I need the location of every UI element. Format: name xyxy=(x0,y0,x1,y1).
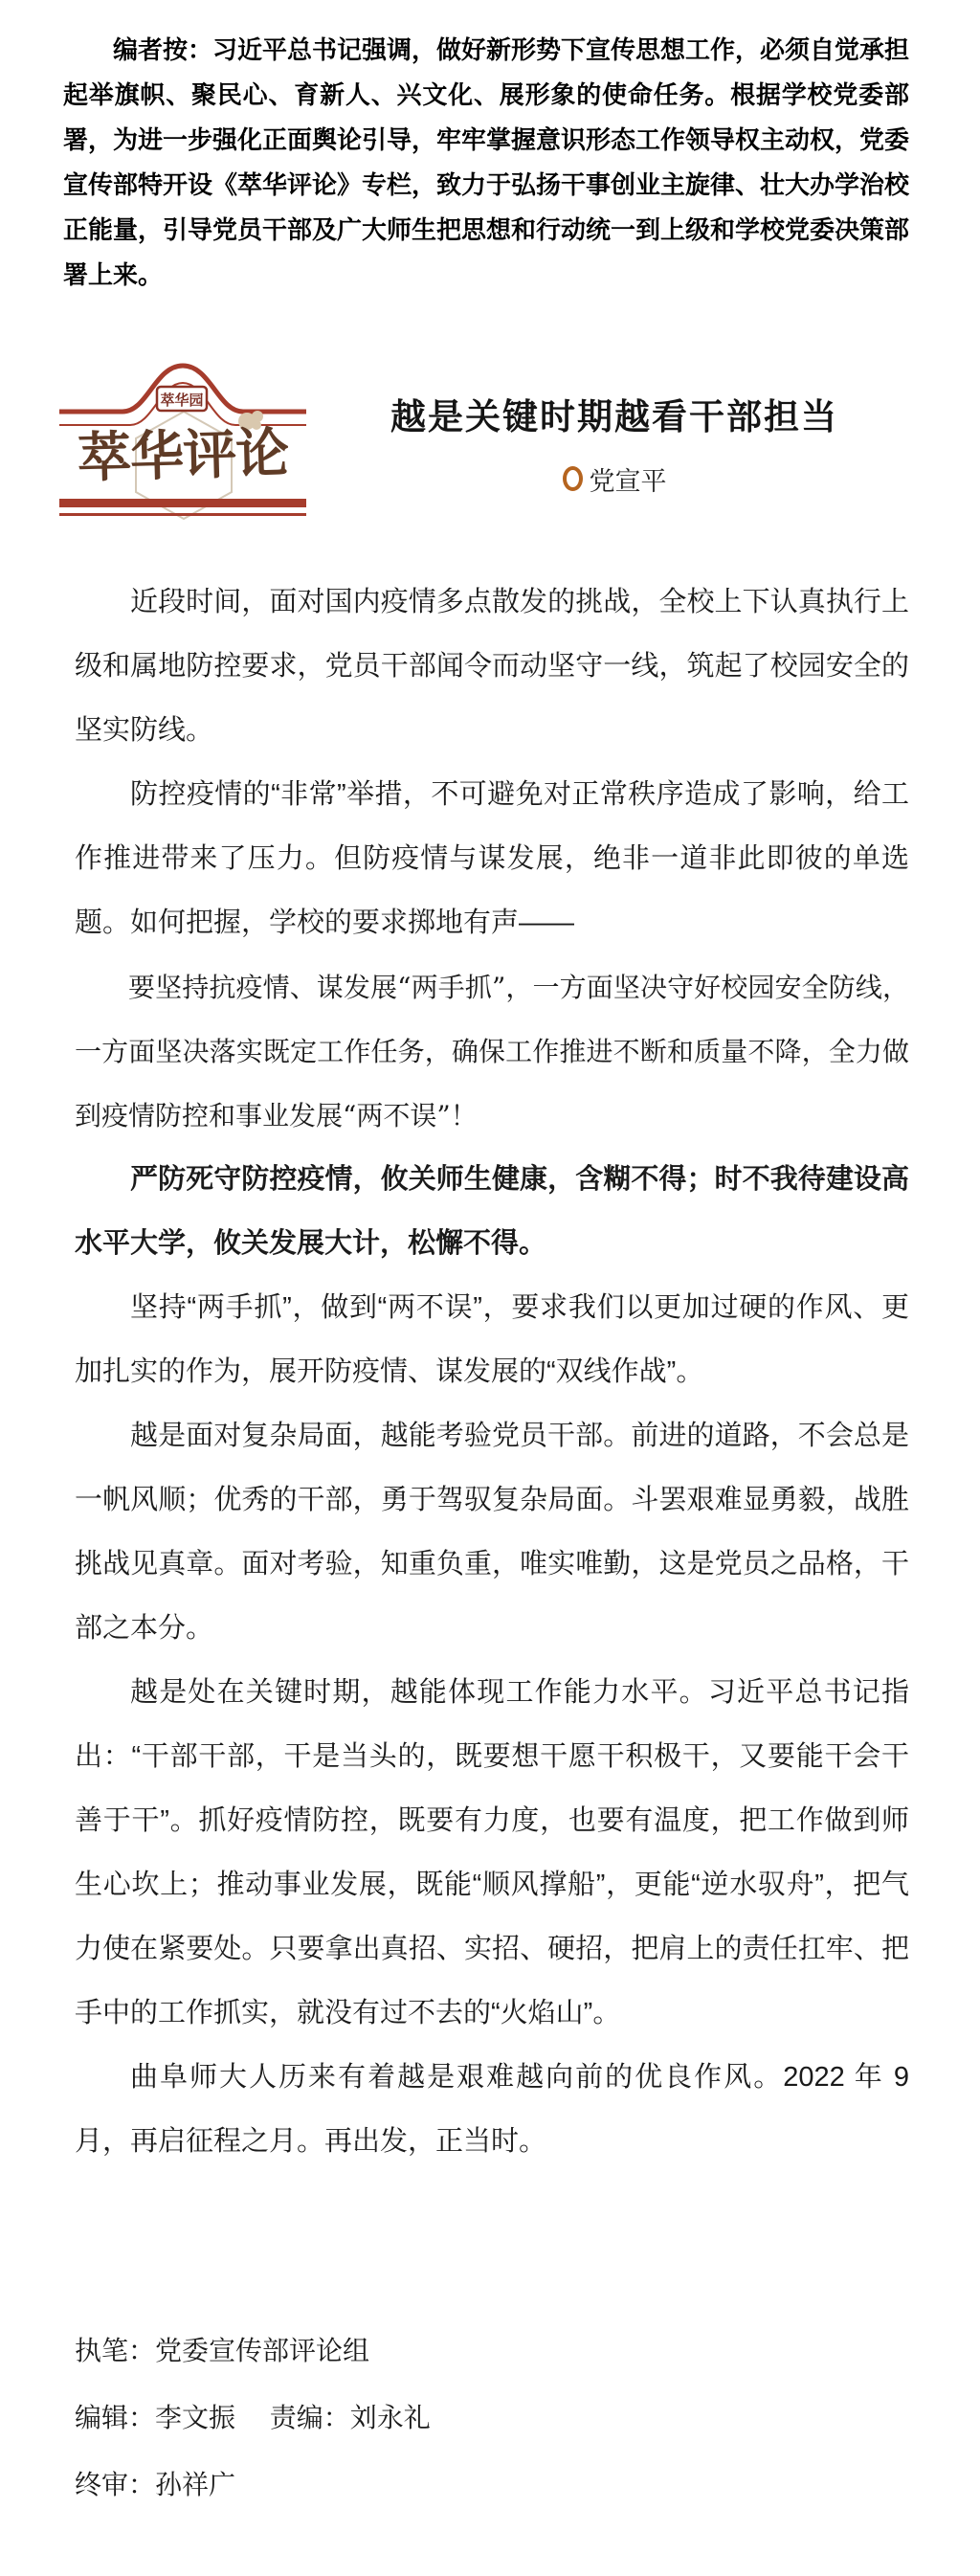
article-body xyxy=(75,571,909,2174)
credit-line: 执笔：党委宣传部评论组 xyxy=(75,2336,370,2365)
logo-wordmark: 萃华评论 xyxy=(77,421,289,490)
author-ring-icon xyxy=(563,466,583,491)
credit-line: 终审：孙祥广 xyxy=(75,2470,236,2499)
article-paragraph: 严防死守防控疫情，攸关师生健康，含糊不得；时不我待建设高水平大学，攸关发展大计，松懈不得。 xyxy=(75,1164,909,1259)
article-paragraph: 要坚持抗疫情、谋发展“两手抓”，一方面坚决守好校园安全防线，一方面坚决落实既定工作任务，确保工作推进不断和质量不降，全力做到疫情防控和事业发展“两不误”！ xyxy=(75,972,909,1131)
credit-line: 编辑：李文振 责编：刘永礼 xyxy=(75,2403,431,2432)
author-line xyxy=(563,460,667,498)
editor-note: 编者按：习近平总书记强调，做好新形势下宣传思想工作，必须自觉承担起举旗帜、聚民心、育新人、兴文化、展形象的使命任务。根据学校党委部署，为进一步强化正面舆论引导，牢牢掌握意识形态工作领导权主动权，党委宣传部特开设《萃华评论》专栏，致力于弘扬干事创业主旋律、壮大办学治校正能量，引导党员干部及广大师生把思想和行动统一到上级和学校党委决策部署上来。 xyxy=(63,36,910,290)
brand-logo xyxy=(59,350,306,534)
article-title: 越是关键时期越看干部担当 xyxy=(390,394,838,437)
article-paragraph: 越是处在关键时期，越能体现工作能力水平。习近平总书记指出：“干部干部，干是当头的，既要想干愿干积极干，又要能干会干善于干”。抓好疫情防控，既要有力度，也要有温度，把工作做到师生心坎上；推动事业发展，既能“顺风撑船”，更能“逆水驭舟”，把气力使在紧要处。只要拿出真招、实招、硬招，把肩上的责任扛牢、把手中的工作抓实，就没有过不去的“火焰山”。 xyxy=(75,1677,909,2028)
masthead xyxy=(59,350,923,534)
article-paragraph: 防控疫情的“非常”举措，不可避免对正常秩序造成了影响，给工作推进带来了压力。但防疫情与谋发展，绝非一道非此即彼的单选题。如何把握，学校的要求掷地有声—— xyxy=(75,779,909,938)
article-paragraph: 越是面对复杂局面，越能考验党员干部。前进的道路，不会总是一帆风顺；优秀的干部，勇于驾驭复杂局面。斗罢艰难显勇毅，战胜挑战见真章。面对考验，知重负重，唯实唯勤，这是党员之品格，干部之本分。 xyxy=(75,1421,909,1644)
article-paragraph: 坚持“两手抓”，做到“两不误”，要求我们以更加过硬的作风、更加扎实的作为，展开防疫情、谋发展的“双线作战”。 xyxy=(75,1292,909,1387)
article-paragraph: 曲阜师大人历来有着越是艰难越向前的优良作风。2022 年 9 月，再启征程之月。再出发，正当时。 xyxy=(75,2062,909,2157)
svg-text:萃华园: 萃华园 xyxy=(160,392,204,409)
author-name: 党宣平 xyxy=(589,466,667,496)
masthead-right xyxy=(306,350,923,534)
credits xyxy=(75,2318,909,2519)
article-paragraph: 近段时间，面对国内疫情多点散发的挑战，全校上下认真执行上级和属地防控要求，党员干部闻令而动坚守一线，筑起了校园安全的坚实防线。 xyxy=(75,587,909,746)
